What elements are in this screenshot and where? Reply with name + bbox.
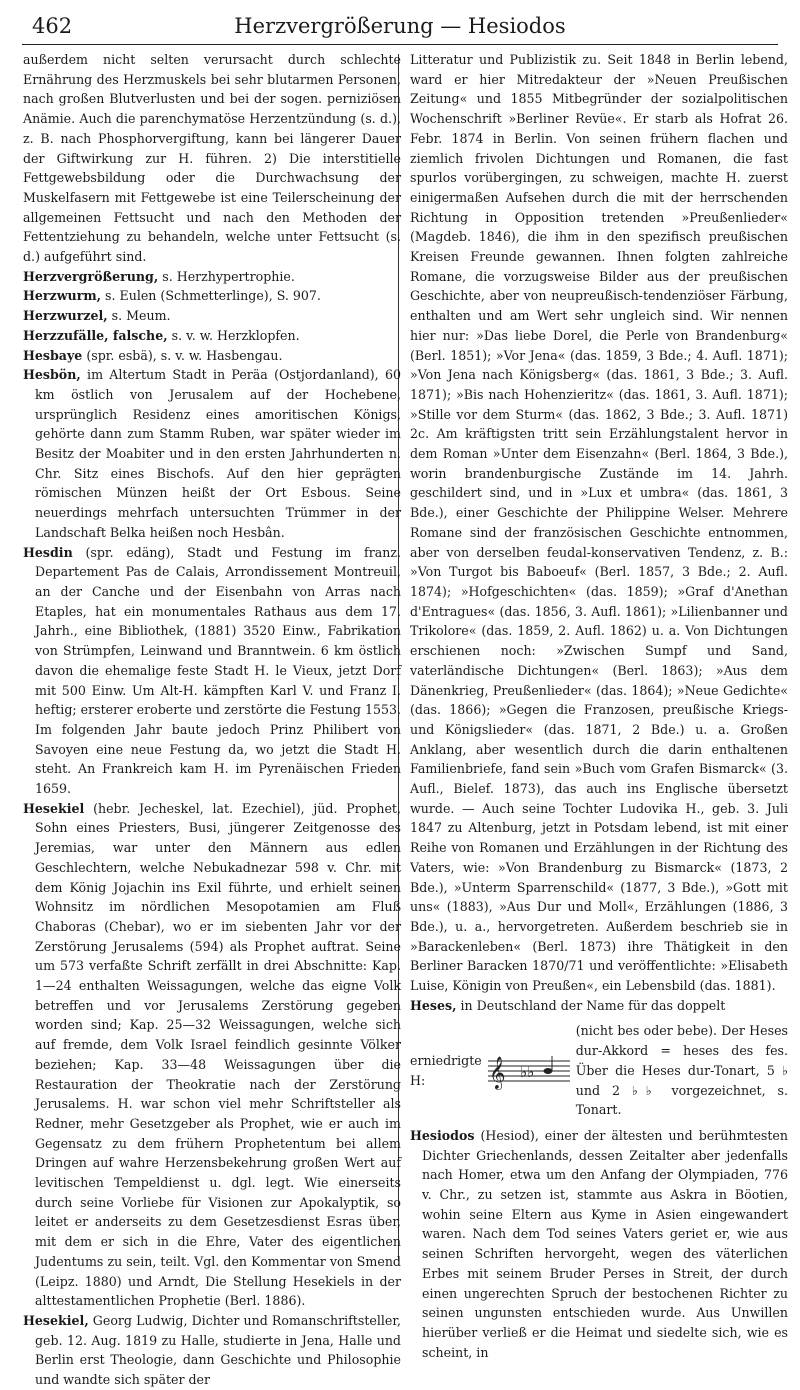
entry-text: s. Eulen (Schmetterlinge), S. 907.	[101, 288, 321, 304]
entry-herzwurm	[23, 286, 401, 306]
headword: Hesekiel,	[23, 1313, 89, 1328]
entry-text: (Hesiod), einer der ältesten und berühmtesten Dichter Griechenlands, dessen Zeitalter aber jedenfalls nach Homer, etwa um den Anfang der Olympiaden, 776 v. Chr., zu setzen ist, stammte aus Askra in Böotien, wohin seine Eltern aus Kyme in Asien eingewandert waren. Nach dem Tod seines Vaters geriet er, wie aus seinen Schriften hervorgeht, wegen des väterlichen Erbes mit seinem Bruder Perses in Streit, der durch einen ungerechten Spruch der bestochenen Richter zu seinen ungunsten entschieden wurde. Aus Unwillen hierüber verließ er die Heimat und siedelte sich, wie es scheint, in	[422, 1127, 788, 1360]
svg-text:♭♭: ♭♭	[519, 1062, 534, 1081]
page-header	[22, 8, 778, 45]
entry-hesboen	[23, 365, 401, 542]
entry-text: in Deutschland der Name für das doppelt	[456, 997, 726, 1013]
entry-text: s. Meum.	[107, 308, 171, 324]
entry-herzvergroesserung	[23, 267, 401, 287]
headword: Heses,	[410, 997, 457, 1013]
entry-text: Georg Ludwig, Dichter und Romanschriftsteller, geb. 12. Aug. 1819 zu Halle, studierte in Jena, Halle und Berlin erst Theologie, dann Geschichte und Philosophie und wandte sich später der	[35, 1313, 401, 1388]
headword: Herzzufälle, falsche,	[23, 327, 168, 343]
left-column	[23, 50, 401, 1388]
headword: Hesdin	[23, 544, 73, 560]
music-example-label: erniedrigte H:	[410, 1053, 482, 1088]
svg-text:𝄞: 𝄞	[488, 1055, 506, 1089]
running-head: Herzvergrößerung — Hesiodos	[234, 14, 566, 38]
entry-hesekiel-georg	[23, 1311, 401, 1390]
entry-hesdin	[23, 543, 401, 799]
entry-text: im Altertum Stadt in Peräa (Ostjordanland), 60 km östlich von Jerusalem auf der Hochebene, ursprünglich Residenz eines amoritischen Königs, gehörte dann zum Stamm Ruben, war später wieder im Besitz der Moabiter und in den ersten Jahrhunderten n. Chr. Sitz eines Bischofs. Auf den hier geprägten römischen Münzen heißt der Ort Esbous. Seine neuerdings mehrfach untersuchten Trümmer in der Landschaft Belka heißen noch Hesbân.	[35, 367, 401, 540]
entry-text: (spr. edäng), Stadt und Festung im franz. Departement Pas de Calais, Arrondissement Montreuil, an der Canche und der Eisenbahn von Arras nach Etaples, hat ein monumentales Rathaus aus dem 17. Jahrh., eine Bibliothek, (1881) 3520 Einw., Fabrikation von Strümpfen, Leinwand und Branntwein. 6 km östlich davon die ehemalige feste Stadt H. le Vieux, jetzt Dorf mit 500 Einw. Um Alt-H. kämpften Karl V. und Franz I. heftig; ersterer eroberte und zerstörte die Festung 1553. Im folgenden Jahr baute jedoch Prinz Philibert von Savoyen eine neue Festung da, wo jetzt die Stadt H. steht. An Frankreich kam H. im Pyrenäischen Frieden 1659.	[35, 544, 401, 797]
music-example-text: (nicht bes oder bebe). Der Heses dur-Akkord = heses des fes. Über die Heses dur-Tonart, 5 ♭ und 2 ♭♭ vorgezeichnet, s. Tonart.	[575, 1023, 788, 1118]
entry-continuation: außerdem nicht selten verursacht durch schlechte Ernährung des Herzmuskels bei sehr blutarmen Personen, nach großen Blutverlusten und bei der sogen. perniziösen Anämie. Auch die parenchymatöse Herzentzündung (s. d.), z. B. nach Phosphorvergiftung, kann bei längerer Dauer der Giftwirkung zur H. führen. 2) Die interstitielle Fettgewebsbildung oder die Durchwachsung der Muskelfasern mit Fettgewebe ist eine Teilerscheinung der allgemeinen Fettsucht und nach den Methoden der Fettentziehung zu behandeln, welche unter Fettsucht (s. d.) aufgeführt sind.	[23, 52, 401, 265]
entry-text: (hebr. Jecheskel, lat. Ezechiel), jüd. Prophet, Sohn eines Priesters, Busi, jüngerer Zeitgenosse des Jeremias, war unter den Männern aus edlen Geschlechtern, welche Nebukadnezar 598 v. Chr. mit dem König Jojachin ins Exil führte, und erhielt seinen Wohnsitz im nördlichen Mesopotamien am Fluß Chaboras (Chebar), wo er im siebenten Jahr vor der Zerstörung Jerusalems (594) als Prophet auftrat. Seine um 573 verfaßte Schrift zerfällt in drei Abschnitte: Kap. 1—24 enthalten Weissagungen, welche das eigne Volk betreffen und vor Jerusalems Zerstörung gegeben worden sind; Kap. 25—32 Weissagungen, welche sich auf fremde, dem Volk Israel feindlich gesinnte Völker beziehen; Kap. 33—48 Weissagungen über die Restauration der Theokratie nach der Zerstörung Jerusalems. H. war schon viel mehr Schriftsteller als Redner, mehr Gesetzgeber als Prophet, wie er auch im Gegensatz zu dem frühern Prophetentum bei allem Dringen auf wahre Herzensbekehrung großen Wert auf levitischen Tempeldienst u. dgl. legt. Wie einerseits durch seine Vorliebe für Visionen zur Apokalyptik, so leitet er anderseits zu dem Gesetzesdienst Esras über, mit dem er sich in die Ehre, Vater des eigentlichen Judentums zu sein, teilt. Vgl. den Kommentar von Smend (Leipz. 1880) und Arndt, Die Stellung Hesekiels in der alttestamentlichen Prophetie (Berl. 1886).	[35, 800, 401, 1309]
headword: Herzvergrößerung,	[23, 268, 159, 284]
page-number: 462	[32, 14, 73, 38]
headword: Hesekiel	[23, 800, 85, 816]
entry-text: (spr. esbä), s. v. w. Hasbengau.	[82, 347, 283, 363]
headword: Herzwurzel,	[23, 308, 108, 324]
headword: Herzwurm,	[23, 288, 102, 304]
headword: Hesiodos	[410, 1127, 475, 1143]
entry-text: s. Herzhypertrophie.	[158, 268, 295, 284]
headword: Hesbaye	[23, 347, 83, 363]
entry-herzzufaelle	[23, 326, 401, 346]
entry-hesbaye	[23, 346, 401, 366]
entry-text: s. v. w. Herzklopfen.	[167, 327, 300, 343]
entry-heses	[410, 996, 788, 1016]
headword: Hesbön,	[23, 367, 81, 383]
entry-hesekiel-prophet	[23, 799, 401, 1311]
entry-continuation: Litteratur und Publizistik zu. Seit 1848 in Berlin lebend, ward er hier Mitredakteur der »Neuen Preußischen Zeitung« und 1855 Mitbegründer der sozialpolitischen Wochenschrift »Berliner Revüe«. Er starb als Hofrat 26. Febr. 1874 in Berlin. Von seinen frühern flachen und ziemlich frivolen Dichtungen und Romanen, die fast spurlos vorübergingen, zu schweigen, machte H. zuerst einigermaßen Aufsehen durch die mit der herrschenden Richtung in Opposition tretenden »Preußenlieder« (Magdeb. 1846), die ihm in den spezifisch preußischen Kreisen Freunde gewannen. Ihnen folgten zahlreiche Romane, die vorzugsweise Bilder aus der preußischen Geschichte, aber von neupreußisch-tendenziöser Färbung, enthalten und am Wert sehr ungleich sind. Wir nennen hier nur: »Das liebe Dorel, die Perle von Brandenburg« (Berl. 1851); »Vor Jena« (das. 1859, 3 Bde.; 4. Aufl. 1871); »Von Jena nach Königsberg« (das. 1861, 3 Bde.; 3. Aufl. 1871); »Bis nach Hohenzieritz« (das. 1861, 3. Aufl. 1871); »Stille vor dem Sturm« (das. 1862, 3 Bde.; 3. Aufl. 1871) 2c. Am kräftigsten tritt sein Erzählungstalent hervor in dem Roman »Unter dem Eisenzahn« (Berl. 1864, 3 Bde.), worin brandenburgische Zustände im 14. Jahrh. geschildert sind, und in »Lux et umbra« (das. 1861, 3 Bde.), einer Geschichte der Philippine Welser. Mehrere Romane sind der französischen Geschichte entnommen, aber von derselben feudal-konservativen Tendenz, z. B.: »Von Turgot bis Baboeuf« (Berl. 1857, 3 Bde.; 2. Aufl. 1874); »Hofgeschichten« (das. 1859); »Graf d'Anethan d'Entragues« (das. 1856, 3. Aufl. 1861); »Lilienbanner und Trikolore« (das. 1859, 2. Aufl. 1862) u. a. Von Dichtungen erschienen noch: »Zwischen Sumpf und Sand, vaterländische Dichtungen« (Berl. 1863); »Aus dem Dänenkrieg, Preußenlieder« (das. 1864); »Neue Gedichte« (das. 1866); »Gegen die Franzosen, preußische Kriegs- und Königslieder« (das. 1871, 2 Bde.) u. a. Großen Anklang, aber wesentlich durch die darin enthaltenen Familienbriefe, fand sein »Buch vom Grafen Bismarck« (3. Aufl., Bielef. 1873), das auch ins Englische übersetzt wurde. — Auch seine Tochter Ludovika H., geb. 3. Juli 1847 zu Altenburg, jetzt in Potsdam lebend, ist mit einer Reihe von Romanen und Erzählungen in der Richtung des Vaters, wie: »Von Brandenburg zu Bismarck« (1873, 2 Bde.), »Unterm Sparrenschild« (1877, 3 Bde.), »Gott mit uns« (1883), »Aus Dur und Moll«, Erzählungen (1886, 3 Bde.), u. a., hervorgetreten. Außerdem beschrieb sie in »Barackenleben« (Berl. 1873) ihre Thätigkeit in den Berliner Baracken 1870/71 und veröffentlichte: »Elisabeth Luise, Königin von Preußen«, ein Lebensbild (das. 1881).	[410, 52, 788, 994]
right-column	[410, 50, 788, 1360]
music-staff-icon	[486, 1054, 572, 1088]
entry-hesiodos	[410, 1126, 788, 1362]
music-example	[410, 1021, 788, 1120]
entry-herzwurzel	[23, 306, 401, 326]
